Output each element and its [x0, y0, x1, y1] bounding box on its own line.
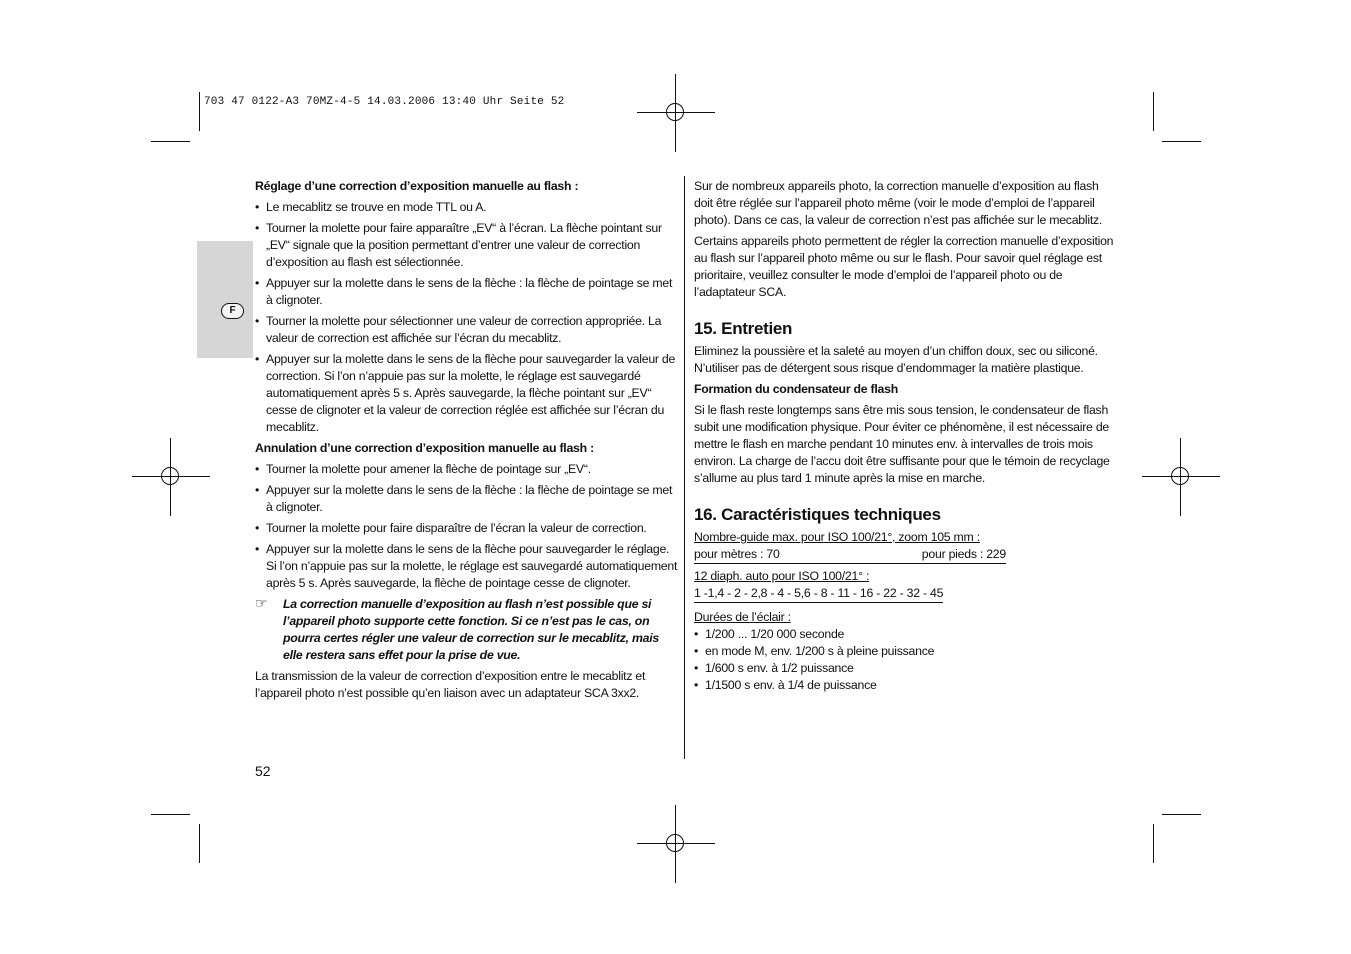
spec-value: 1 -1,4 - 2 - 2,8 - 4 - 5,6 - 8 - 11 - 16 - 22 - 32 - 45 — [694, 585, 943, 603]
registration-mark-bottom — [637, 805, 715, 883]
print-imprint: 703 47 0122-A3 70MZ-4-5 14.03.2006 13:40 Uhr Seite 52 — [204, 96, 565, 108]
note-block — [255, 596, 678, 664]
paragraph: La transmission de la valeur de correction d’exposition entre le mecablitz et l’appareil photo n’est possible qu’en liaison avec un adaptateur SCA 3xx2. — [255, 669, 646, 700]
spec-label: Nombre-guide max. pour ISO 100/21°, zoom 105 mm : — [694, 530, 980, 544]
list-item: • 1/1500 s env. à 1/4 de puissance — [694, 677, 1118, 694]
language-badge: F — [221, 303, 244, 319]
list-item: • en mode M, env. 1/200 s à pleine puissance — [694, 643, 1118, 660]
paragraph: Certains appareils photo permettent de régler la correction manuelle d’exposition au flash sur l’appareil photo même ou sur le flash. Pour savoir quel réglage est prioritaire, veuillez consulter le mode d’emploi de l’appareil photo ou de l’adaptateur SCA. — [694, 234, 1114, 299]
list-item: • Appuyer sur la molette dans le sens de la flèche pour sauvegarder la valeur de correction. Si l’on n’appuie pas sur la molette, le réglage est sauvegardé automatiquement après 5 s. Après sauvegarde, la flèche pointant sur „EV“ cesse de clignoter et la valeur de correction réglée est affichée sur l’écran du mecablitz. — [255, 351, 678, 436]
list-item: • Tourner la molette pour sélectionner une valeur de correction appropriée. La valeur de correction est affichée sur l’écran du mecablitz. — [255, 313, 678, 347]
spec-label: 12 diaph. auto pour ISO 100/21° : — [694, 569, 870, 583]
list-item: • Tourner la molette pour faire apparaître „EV“ à l’écran. La flèche pointant sur „EV“ signale que la position permettant d’entrer une valeur de correction d’exposition au flash est sélectionnée. — [255, 220, 678, 271]
note-text: La correction manuelle d’exposition au flash n’est possible que si l’appareil photo supporte cette fonction. Si ce n’est pas le cas, on pourra certes régler une valeur de correction sur le mecablitz, mais elle restera sans effet pour la prise de vue. — [283, 597, 659, 662]
registration-mark-left — [132, 438, 210, 516]
spec-row — [694, 546, 1006, 564]
list-item: • Tourner la molette pour faire disparaître de l’écran la valeur de correction. — [255, 520, 678, 537]
page-number: 52 — [255, 763, 271, 779]
heading-entretien: 15. Entretien — [694, 319, 793, 338]
list-item: • Appuyer sur la molette dans le sens de la flèche pour sauvegarder le réglage. Si l’on n’appuie pas sur la molette, le réglage est sauvegardé automatiquement après 5 s. Après sauvegarde, la flèche de pointage cesse de clignoter. — [255, 541, 678, 592]
list-item: • Tourner la molette pour amener la flèche de pointage sur „EV“. — [255, 461, 678, 478]
list-item: • 1/600 s env. à 1/2 puissance — [694, 660, 1118, 677]
spec-value: pour mètres : 70 — [694, 547, 780, 561]
registration-mark-top — [637, 74, 715, 152]
list-item: • Appuyer sur la molette dans le sens de la flèche : la flèche de pointage se met à clignoter. — [255, 482, 678, 516]
paragraph: Si le flash reste longtemps sans être mis sous tension, le condensateur de flash subit une modification physique. Pour éviter ce phénomène, il est nécessaire de mettre le flash en marche pendant 10 minutes env. à intervalles de trois mois environ. La charge de l’accu doit être suffisante pour que le témoin de recyclage s’allume au plus tard 1 minute après la mise en marche. — [694, 403, 1110, 485]
language-tab — [197, 241, 253, 358]
section-title: Réglage d’une correction d’exposition manuelle au flash : — [255, 179, 579, 193]
list-item: • Appuyer sur la molette dans le sens de la flèche : la flèche de pointage se met à clignoter. — [255, 275, 678, 309]
spec-value: pour pieds : 229 — [921, 547, 1006, 561]
list-item: • Le mecablitz se trouve en mode TTL ou A. — [255, 199, 678, 216]
registration-mark-right — [1142, 438, 1220, 516]
list-item: • 1/200 ... 1/20 000 seconde — [694, 626, 1118, 643]
spec-label: Durées de l’éclair : — [694, 610, 791, 624]
section-title: Annulation d’une correction d’exposition manuelle au flash : — [255, 441, 594, 455]
section-title: Formation du condensateur de flash — [694, 382, 898, 396]
column-divider — [684, 176, 685, 759]
paragraph: Eliminez la poussière et la saleté au moyen d’un chiffon doux, sec ou siliconé. N’utiliser pas de détergent sous risque d’endommager la matière plastique. — [694, 344, 1098, 375]
heading-caracteristiques: 16. Caractéristiques techniques — [694, 505, 941, 524]
pointing-hand-icon: ☞ — [255, 595, 268, 611]
left-column — [255, 178, 678, 706]
paragraph: Sur de nombreux appareils photo, la correction manuelle d’exposition au flash doit être réglée sur l’appareil photo même (voir le mode d’emploi de l’appareil photo). Dans ce cas, la valeur de correction n’est pas affichée sur le mecablitz. — [694, 179, 1103, 227]
right-column — [694, 178, 1118, 694]
